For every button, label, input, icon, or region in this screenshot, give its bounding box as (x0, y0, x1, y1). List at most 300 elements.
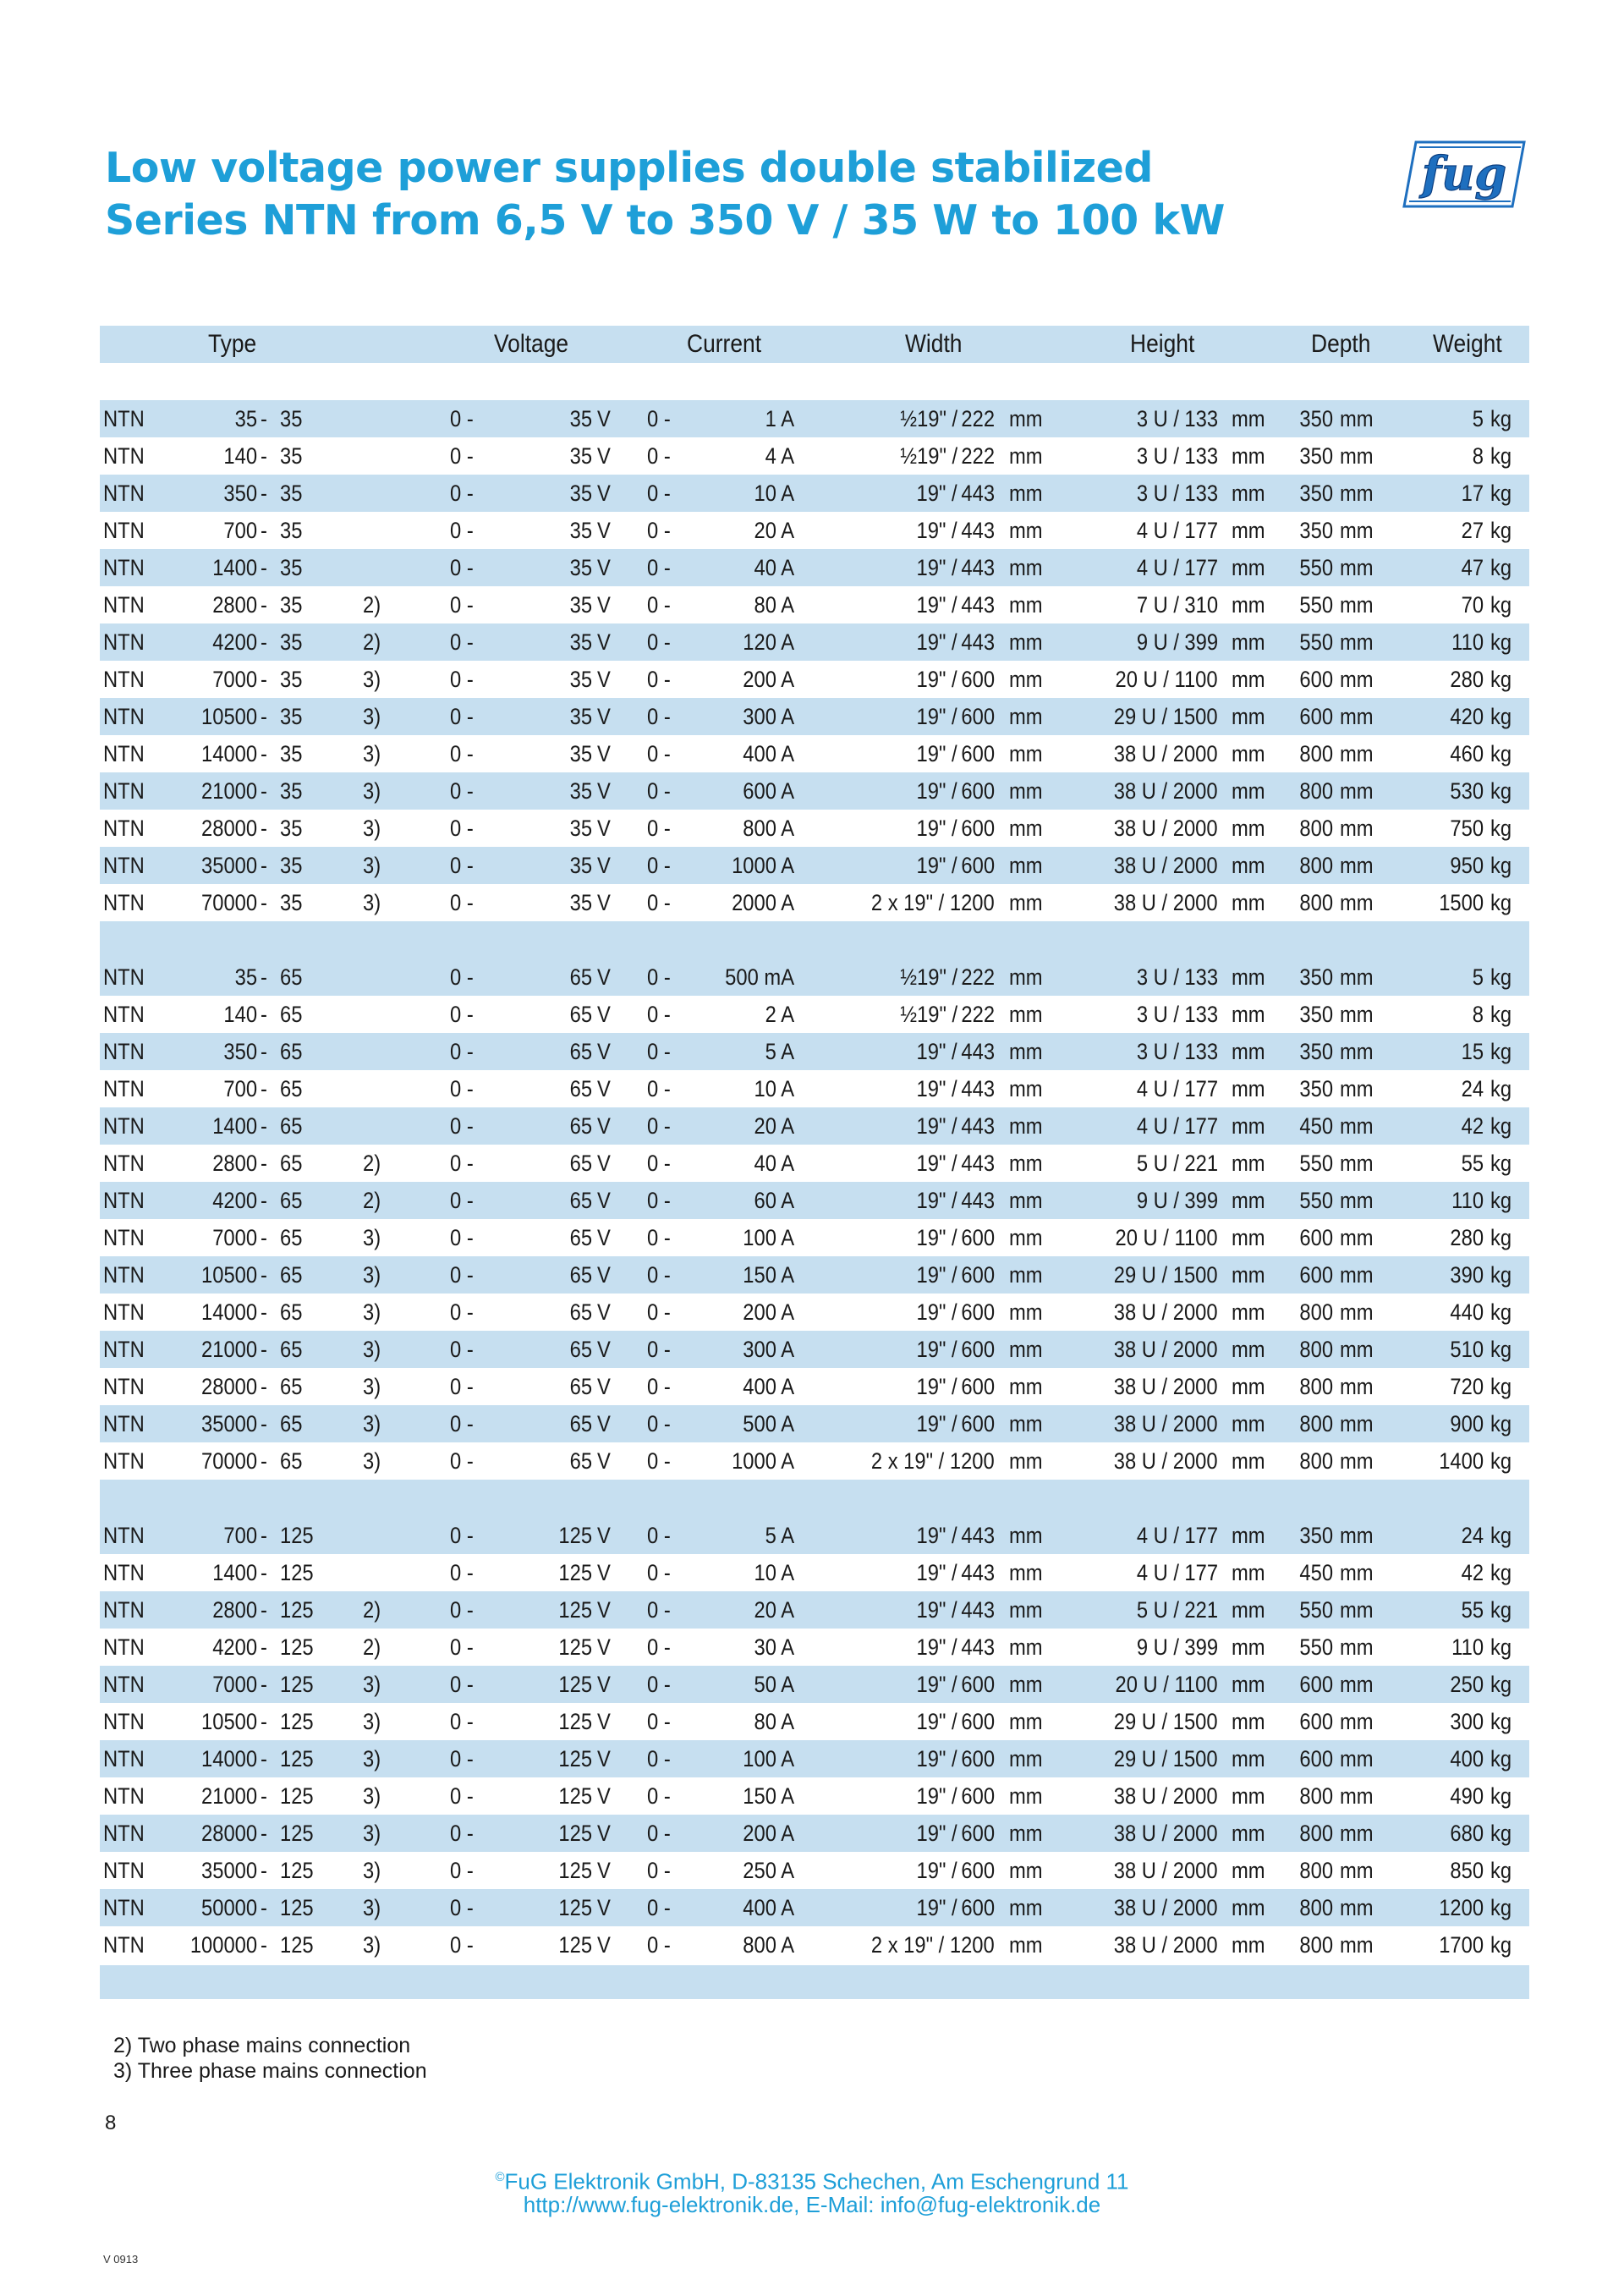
cell-weight: 680 (1450, 1821, 1484, 1846)
cell-voltage-max: 125 (558, 1821, 592, 1846)
cell-width-in: 19" / (916, 1262, 957, 1288)
cell-height-unit: mm (1232, 1337, 1265, 1362)
cell-weight-unit: kg (1490, 890, 1512, 915)
cell-type-voltage: 35 (280, 555, 303, 580)
cell-type: NTN (103, 1299, 145, 1325)
table-row (100, 1145, 1529, 1182)
cell-voltage-unit: V (597, 1411, 611, 1436)
cell-dash: - (261, 1448, 267, 1474)
cell-current: 40 A (754, 555, 794, 580)
cell-note: 2) (363, 1151, 381, 1176)
cell-voltage-from: 0 - (450, 1225, 474, 1250)
cell-weight-unit: kg (1490, 1299, 1512, 1325)
table-row (100, 1852, 1529, 1889)
cell-width-unit: mm (1009, 1783, 1043, 1809)
cell-voltage-from: 0 - (450, 1709, 474, 1734)
cell-type-voltage: 125 (280, 1932, 314, 1958)
cell-width-in: 19" / (916, 1858, 957, 1883)
cell-current: 1000 A (731, 853, 794, 878)
cell-weight-unit: kg (1490, 1783, 1512, 1809)
cell-depth-unit: mm (1340, 1002, 1374, 1027)
table-row (100, 810, 1529, 847)
cell-weight-unit: kg (1490, 1448, 1512, 1474)
cell-width-mm: 222 (961, 1002, 995, 1027)
cell-depth-unit: mm (1340, 853, 1374, 878)
table-row (100, 437, 1529, 475)
cell-width-unit: mm (1009, 518, 1043, 543)
cell-depth: 350 (1299, 1002, 1333, 1027)
cell-power: 10500 (200, 1709, 257, 1734)
cell-power: 70000 (200, 890, 257, 915)
cell-current: 40 A (754, 1151, 794, 1176)
cell-depth-unit: mm (1340, 1151, 1374, 1176)
cell-width-mm: 443 (961, 1188, 995, 1213)
cell-depth-unit: mm (1340, 555, 1374, 580)
cell-dash: - (261, 406, 267, 431)
cell-voltage-unit: V (597, 1225, 611, 1250)
cell-depth: 800 (1299, 1448, 1333, 1474)
cell-dash: - (261, 1337, 267, 1362)
cell-note: 3) (363, 741, 381, 766)
cell-voltage-max: 125 (558, 1560, 592, 1585)
cell-height-mm: 177 (1184, 1523, 1218, 1548)
cell-weight: 950 (1450, 853, 1484, 878)
cell-height-u: 38 U / 2000 (1114, 1374, 1218, 1399)
cell-type: NTN (103, 1374, 145, 1399)
cell-note: 3) (363, 667, 381, 692)
cell-voltage-from: 0 - (450, 816, 474, 841)
cell-note: 3) (363, 816, 381, 841)
cell-note: 3) (363, 778, 381, 804)
cell-voltage-max: 65 (569, 1151, 592, 1176)
cell-width-mm: 222 (961, 406, 995, 431)
cell-depth-unit: mm (1340, 1858, 1374, 1883)
cell-depth-unit: mm (1340, 1188, 1374, 1213)
cell-width-in: 19" / (916, 667, 957, 692)
cell-width-in: 19" / (916, 1411, 957, 1436)
cell-current: 200 A (743, 667, 794, 692)
cell-type-voltage: 65 (280, 1411, 303, 1436)
cell-height-u: 38 U / 2000 (1114, 1411, 1218, 1436)
cell-dash: - (261, 1151, 267, 1176)
cell-type: NTN (103, 1262, 145, 1288)
cell-depth: 550 (1299, 592, 1333, 618)
cell-current: 30 A (754, 1634, 794, 1660)
cell-depth: 800 (1299, 1411, 1333, 1436)
cell-width-unit: mm (1009, 1597, 1043, 1623)
cell-depth-unit: mm (1340, 1783, 1374, 1809)
cell-dash: - (261, 1188, 267, 1213)
cell-depth-unit: mm (1340, 592, 1374, 618)
cell-power: 2800 (212, 592, 257, 618)
cell-width-unit: mm (1009, 592, 1043, 618)
cell-width-in: 19" / (916, 1895, 957, 1920)
cell-note: 2) (363, 1188, 381, 1213)
table-header (100, 326, 1529, 363)
cell-power: 700 (223, 518, 257, 543)
cell-weight-unit: kg (1490, 1151, 1512, 1176)
cell-type-voltage: 35 (280, 443, 303, 469)
cell-current: 400 A (743, 1374, 794, 1399)
cell-voltage-unit: V (597, 1374, 611, 1399)
cell-current-from: 0 - (647, 481, 671, 506)
cell-voltage-unit: V (597, 704, 611, 729)
cell-depth: 350 (1299, 443, 1333, 469)
cell-type: NTN (103, 704, 145, 729)
cell-height-u: 3 U / (1136, 1002, 1179, 1027)
cell-voltage-from: 0 - (450, 1448, 474, 1474)
cell-width-in: 19" / (916, 592, 957, 618)
cell-dash: - (261, 778, 267, 804)
cell-depth: 450 (1299, 1560, 1333, 1585)
cell-voltage-unit: V (597, 1634, 611, 1660)
cell-type: NTN (103, 1002, 145, 1027)
cell-power: 350 (223, 1039, 257, 1064)
cell-type: NTN (103, 1188, 145, 1213)
cell-type-voltage: 35 (280, 778, 303, 804)
cell-current-from: 0 - (647, 1746, 671, 1771)
cell-depth-unit: mm (1340, 1709, 1374, 1734)
table-row (100, 1033, 1529, 1070)
cell-voltage-max: 35 (569, 518, 592, 543)
cell-weight-unit: kg (1490, 1597, 1512, 1623)
cell-type-voltage: 125 (280, 1597, 314, 1623)
cell-type-voltage: 125 (280, 1523, 314, 1548)
cell-depth-unit: mm (1340, 1039, 1374, 1064)
cell-height-mm: 310 (1184, 592, 1218, 618)
cell-height-mm: 133 (1184, 1039, 1218, 1064)
cell-power: 21000 (200, 778, 257, 804)
cell-width-in: 19" / (916, 629, 957, 655)
cell-current-from: 0 - (647, 1188, 671, 1213)
cell-power: 28000 (200, 816, 257, 841)
cell-dash: - (261, 741, 267, 766)
cell-width-unit: mm (1009, 890, 1043, 915)
cell-dash: - (261, 1076, 267, 1101)
cell-depth: 550 (1299, 555, 1333, 580)
cell-weight-unit: kg (1490, 741, 1512, 766)
cell-voltage-from: 0 - (450, 1783, 474, 1809)
cell-current-from: 0 - (647, 1895, 671, 1920)
table-row (100, 1517, 1529, 1554)
cell-height-mm: 177 (1184, 518, 1218, 543)
cell-current-from: 0 - (647, 1225, 671, 1250)
cell-note: 3) (363, 1411, 381, 1436)
cell-current: 1 A (765, 406, 794, 431)
cell-depth: 800 (1299, 816, 1333, 841)
cell-width-unit: mm (1009, 667, 1043, 692)
cell-depth-unit: mm (1340, 1560, 1374, 1585)
cell-type-voltage: 65 (280, 1151, 303, 1176)
cell-height-u: 29 U / 1500 (1114, 1262, 1218, 1288)
cell-height-unit: mm (1232, 1783, 1265, 1809)
cell-height-u: 20 U / 1100 (1115, 1672, 1218, 1697)
cell-type-voltage: 65 (280, 1039, 303, 1064)
cell-depth: 600 (1299, 1672, 1333, 1697)
cell-type: NTN (103, 778, 145, 804)
cell-width-mm: 600 (961, 1374, 995, 1399)
cell-width-in: 19" / (916, 1560, 957, 1585)
cell-current-from: 0 - (647, 518, 671, 543)
cell-height-u: 38 U / 2000 (1114, 853, 1218, 878)
cell-voltage-max: 65 (569, 1337, 592, 1362)
cell-current-from: 0 - (647, 816, 671, 841)
cell-note: 3) (363, 1709, 381, 1734)
cell-type: NTN (103, 890, 145, 915)
cell-current-from: 0 - (647, 778, 671, 804)
cell-dash: - (261, 1597, 267, 1623)
cell-type: NTN (103, 816, 145, 841)
cell-dash: - (261, 443, 267, 469)
cell-depth-unit: mm (1340, 629, 1374, 655)
cell-dash: - (261, 890, 267, 915)
cell-width-mm: 443 (961, 629, 995, 655)
cell-current-from: 0 - (647, 1337, 671, 1362)
footnotes (113, 2033, 427, 2084)
cell-voltage-from: 0 - (450, 890, 474, 915)
cell-width-unit: mm (1009, 1709, 1043, 1734)
cell-power: 700 (223, 1523, 257, 1548)
cell-voltage-from: 0 - (450, 1113, 474, 1139)
cell-height-u: 4 U / (1136, 555, 1179, 580)
cell-height-unit: mm (1232, 1672, 1265, 1697)
table-row (100, 1219, 1529, 1256)
cell-weight-unit: kg (1490, 964, 1512, 990)
cell-weight-unit: kg (1490, 1076, 1512, 1101)
cell-type: NTN (103, 1932, 145, 1958)
cell-width-mm: 600 (961, 1709, 995, 1734)
cell-power: 1400 (212, 555, 257, 580)
cell-type: NTN (103, 853, 145, 878)
table-row (100, 1629, 1529, 1666)
cell-note: 3) (363, 1299, 381, 1325)
cell-weight: 1400 (1439, 1448, 1484, 1474)
cell-voltage-max: 35 (569, 555, 592, 580)
cell-power: 4200 (212, 1634, 257, 1660)
cell-voltage-unit: V (597, 667, 611, 692)
cell-width-mm: 600 (961, 1225, 995, 1250)
cell-height-u: 4 U / (1136, 518, 1179, 543)
cell-voltage-from: 0 - (450, 555, 474, 580)
cell-height-unit: mm (1232, 1634, 1265, 1660)
cell-depth: 550 (1299, 1188, 1333, 1213)
cell-type: NTN (103, 1225, 145, 1250)
cell-current: 2 A (765, 1002, 794, 1027)
cell-depth: 800 (1299, 741, 1333, 766)
cell-voltage-unit: V (597, 890, 611, 915)
cell-current-from: 0 - (647, 1709, 671, 1734)
cell-voltage-from: 0 - (450, 1672, 474, 1697)
cell-type: NTN (103, 1746, 145, 1771)
cell-voltage-unit: V (597, 1560, 611, 1585)
header-width: Width (905, 330, 963, 358)
cell-depth: 550 (1299, 1151, 1333, 1176)
cell-type: NTN (103, 741, 145, 766)
cell-width-in: ½19" / (900, 443, 957, 469)
cell-depth-unit: mm (1340, 1411, 1374, 1436)
cell-type-voltage: 125 (280, 1709, 314, 1734)
cell-width-unit: mm (1009, 1821, 1043, 1846)
cell-dash: - (261, 1262, 267, 1288)
cell-width-in: 19" / (916, 1151, 957, 1176)
cell-height-unit: mm (1232, 1895, 1265, 1920)
cell-current-from: 0 - (647, 1932, 671, 1958)
header-weight: Weight (1433, 330, 1502, 358)
cell-height-u: 38 U / 2000 (1114, 1895, 1218, 1920)
cell-voltage-from: 0 - (450, 667, 474, 692)
cell-weight-unit: kg (1490, 1634, 1512, 1660)
cell-dash: - (261, 1560, 267, 1585)
cell-width-in: 19" / (916, 555, 957, 580)
cell-voltage-from: 0 - (450, 1858, 474, 1883)
cell-voltage-max: 35 (569, 629, 592, 655)
cell-width-mm: 222 (961, 964, 995, 990)
cell-type-voltage: 125 (280, 1560, 314, 1585)
cell-voltage-from: 0 - (450, 853, 474, 878)
cell-width-in: ½19" / (900, 406, 957, 431)
cell-dash: - (261, 1113, 267, 1139)
cell-depth-unit: mm (1340, 1374, 1374, 1399)
cell-width-in: 19" / (916, 853, 957, 878)
cell-type: NTN (103, 1858, 145, 1883)
cell-weight: 300 (1450, 1709, 1484, 1734)
cell-width-mm: 600 (961, 853, 995, 878)
cell-voltage-unit: V (597, 1151, 611, 1176)
cell-height-u: 29 U / 1500 (1114, 1709, 1218, 1734)
cell-current: 500 A (743, 1411, 794, 1436)
cell-depth: 350 (1299, 1039, 1333, 1064)
cell-current-from: 0 - (647, 1299, 671, 1325)
cell-width-unit: mm (1009, 1858, 1043, 1883)
cell-type-voltage: 65 (280, 1225, 303, 1250)
table-row (100, 735, 1529, 772)
cell-weight-unit: kg (1490, 816, 1512, 841)
cell-dash: - (261, 629, 267, 655)
cell-current: 400 A (743, 741, 794, 766)
cell-width-unit: mm (1009, 704, 1043, 729)
cell-depth: 350 (1299, 406, 1333, 431)
cell-type-voltage: 125 (280, 1858, 314, 1883)
cell-weight-unit: kg (1490, 1523, 1512, 1548)
cell-width-mm: 443 (961, 1039, 995, 1064)
cell-type: NTN (103, 1821, 145, 1846)
cell-current-from: 0 - (647, 406, 671, 431)
cell-type: NTN (103, 1597, 145, 1623)
cell-height-u: 38 U / 2000 (1114, 1783, 1218, 1809)
cell-height-u: 3 U / (1136, 1039, 1179, 1064)
table-row (100, 1331, 1529, 1368)
cell-depth-unit: mm (1340, 816, 1374, 841)
cell-depth-unit: mm (1340, 1262, 1374, 1288)
table-row (100, 772, 1529, 810)
cell-width-mm: 600 (961, 1858, 995, 1883)
cell-height-unit: mm (1232, 406, 1265, 431)
cell-weight: 42 (1461, 1560, 1484, 1585)
cell-current: 80 A (754, 1709, 794, 1734)
cell-voltage-max: 125 (558, 1858, 592, 1883)
cell-current: 200 A (743, 1299, 794, 1325)
cell-weight: 530 (1450, 778, 1484, 804)
cell-dash: - (261, 704, 267, 729)
cell-width-unit: mm (1009, 778, 1043, 804)
cell-type-voltage: 35 (280, 667, 303, 692)
cell-type-voltage: 35 (280, 741, 303, 766)
cell-width-in: 2 x 19" / 1200 (871, 1448, 995, 1474)
cell-dash: - (261, 592, 267, 618)
cell-weight-unit: kg (1490, 1821, 1512, 1846)
cell-height-unit: mm (1232, 704, 1265, 729)
cell-power: 35000 (200, 1411, 257, 1436)
cell-current-from: 0 - (647, 1858, 671, 1883)
cell-voltage-from: 0 - (450, 592, 474, 618)
cell-note: 3) (363, 1932, 381, 1958)
cell-type-voltage: 35 (280, 890, 303, 915)
cell-height-mm: 177 (1184, 1560, 1218, 1585)
cell-width-in: 19" / (916, 1337, 957, 1362)
cell-weight-unit: kg (1490, 1188, 1512, 1213)
cell-weight-unit: kg (1490, 1411, 1512, 1436)
cell-note: 2) (363, 1634, 381, 1660)
cell-dash: - (261, 964, 267, 990)
cell-voltage-unit: V (597, 406, 611, 431)
cell-current-from: 0 - (647, 1523, 671, 1548)
cell-width-in: 19" / (916, 1597, 957, 1623)
cell-dash: - (261, 555, 267, 580)
cell-current-from: 0 - (647, 555, 671, 580)
cell-width-unit: mm (1009, 1076, 1043, 1101)
cell-height-unit: mm (1232, 1262, 1265, 1288)
cell-height-unit: mm (1232, 964, 1265, 990)
cell-power: 35000 (200, 1858, 257, 1883)
cell-weight: 720 (1450, 1374, 1484, 1399)
cell-height-u: 3 U / (1136, 964, 1179, 990)
cell-type: NTN (103, 667, 145, 692)
cell-current: 500 mA (725, 964, 794, 990)
table-row (100, 1107, 1529, 1145)
cell-current: 50 A (754, 1672, 794, 1697)
cell-type-voltage: 35 (280, 592, 303, 618)
cell-power: 35000 (200, 853, 257, 878)
cell-width-in: 19" / (916, 481, 957, 506)
cell-current-from: 0 - (647, 1411, 671, 1436)
cell-power: 14000 (200, 741, 257, 766)
cell-weight-unit: kg (1490, 1895, 1512, 1920)
cell-height-u: 38 U / 2000 (1114, 741, 1218, 766)
cell-type-voltage: 65 (280, 1113, 303, 1139)
cell-height-unit: mm (1232, 1113, 1265, 1139)
cell-voltage-unit: V (597, 1002, 611, 1027)
cell-power: 28000 (200, 1821, 257, 1846)
cell-height-u: 4 U / (1136, 1076, 1179, 1101)
cell-width-mm: 600 (961, 1746, 995, 1771)
cell-voltage-unit: V (597, 1783, 611, 1809)
cell-dash: - (261, 1374, 267, 1399)
table-row (100, 1182, 1529, 1219)
cell-depth-unit: mm (1340, 1076, 1374, 1101)
cell-height-unit: mm (1232, 667, 1265, 692)
cell-width-in: 19" / (916, 1374, 957, 1399)
cell-height-unit: mm (1232, 481, 1265, 506)
cell-power: 7000 (212, 667, 257, 692)
cell-height-unit: mm (1232, 555, 1265, 580)
cell-dash: - (261, 1039, 267, 1064)
cell-voltage-max: 65 (569, 1225, 592, 1250)
cell-weight-unit: kg (1490, 518, 1512, 543)
header-current: Current (687, 330, 762, 358)
cell-weight: 440 (1450, 1299, 1484, 1325)
cell-width-mm: 600 (961, 1895, 995, 1920)
cell-weight-unit: kg (1490, 629, 1512, 655)
